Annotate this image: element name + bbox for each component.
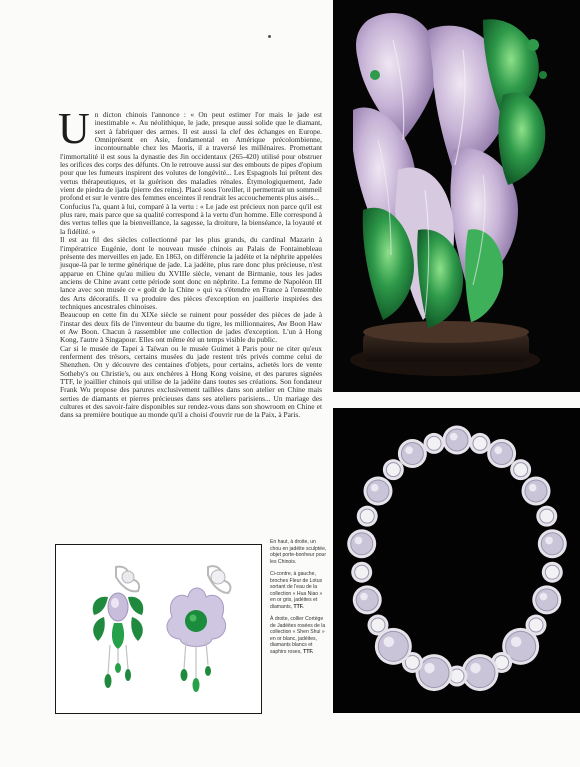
diamond-spacer <box>386 463 400 477</box>
caption-brooches: Ci-contre, à gauche, broches Fleur de Lotus sortant de l'eau de la collection « Hua Niao » en or gris, jadéites et diamants, TTF. <box>270 571 323 610</box>
article-paragraph: Car si le musée de Tapei à Taïwan ou le musée Guimet à Paris pour ne citer qu'eux renferment des trésors, certains musées du jade restent très privés comme celui de Shenzhen. On y découvre des centaines d'objets, pour certains, achetés lors de vente Sotheby's ou Christie's, ou aux enchères à Hong Kong voisine, et des parures signées TTF, le joaillier chinois qui utilise de la jadéite dans toutes ses créations. Son fondateur Frank Wu propose des parures exclusivement taillées dans son atelier en Chine mais serties de diamants et pierres précieuses dans ses ateliers parisiens... Un mariage des cultures et des savoir-faire disponibles sur rendez-vous dans son showroom en Chine et dans sa première boutique au monde qu'il a choisi d'ouvrir rue de la Paix, à Paris. <box>60 343 322 420</box>
jadeite-stone <box>491 443 513 465</box>
stone-highlight <box>405 446 413 454</box>
diamond-spacer <box>529 618 543 632</box>
jadeite-stone <box>536 589 558 611</box>
diamond-spacer <box>427 436 441 450</box>
diamond-spacer <box>360 509 374 523</box>
jadeite-stone <box>367 480 389 502</box>
jadeite-stone <box>356 589 378 611</box>
diamond-spacer <box>540 509 554 523</box>
jadeite-stone <box>401 443 423 465</box>
diamond-spacer <box>473 436 487 450</box>
decorative-dot <box>268 35 271 38</box>
jadeite-stone <box>541 533 563 555</box>
article-paragraph: Beaucoup en cette fin du XIXe siècle se ruinent pour posséder des pièces de jade à l'instar des deux fils de l'inventeur du baume du tigre, les millionnaires, Aw Boon Haw et Aw Boon. Chacun à rassembler une collection de jades d'exception. L'un à Hong Kong, l'autre à Singapour. Elles ont même été un temps visible du public. <box>60 310 322 345</box>
jadeite-stone <box>419 658 449 688</box>
jadeite-stone <box>525 480 547 502</box>
stone-highlight <box>424 663 435 674</box>
stone-highlight <box>360 593 368 601</box>
stone-highlight <box>371 484 379 492</box>
photo-caption <box>270 539 328 661</box>
jadeite-stone <box>465 658 495 688</box>
stone-highlight <box>529 484 537 492</box>
stone-highlight <box>450 433 458 441</box>
article-paragraph: Il est au fil des siècles collectionné par les plus grands, du cardinal Mazarin à l'impératrice Eugénie, dont le nouveau musée chinois au Palais de Fontainebleau présente des merveilles en jade. En 1863, on différencie la jadéite et la néphrite appelées jusque-là par le terme générique de jade. La jadéite, plus rare donc plus précieuse, n'est apparue en Chine qu'au milieu du XVIIIe siècle, venant de Birmanie, tous les jades anciens de Chine avant cette période sont donc en néphrite. La femme de Napoléon III lance avec son musée ce « goût de la Chine » qui va s'étendre en France à l'ensemble des Arts décoratifs. Il va produire des pièces d'exception en joaillerie inspirées des techniques ancestrales chinoises. <box>60 235 322 311</box>
jadeite-stone <box>378 631 408 661</box>
diamond-spacer <box>514 463 528 477</box>
drop-cap: U <box>58 104 90 153</box>
diamond-spacer <box>371 618 385 632</box>
diamond-spacer <box>545 565 559 579</box>
stone-highlight <box>494 446 502 454</box>
stone-highlight <box>355 537 363 545</box>
article-paragraph: Confucius l'a, quant à lui, comparé à la vertu : « Le jade est précieux non parce qu'il est plus rare, mais parce que sa qualité correspond à la vertu d'un homme. Elle correspond à des vertus telles que la bienveillance, la sagesse, la droiture, la bienséance, la loyauté et la fidélité. » <box>60 201 322 236</box>
stone-highlight <box>545 537 553 545</box>
jadeite-stone <box>446 429 468 451</box>
jade-necklace-photo <box>333 408 580 713</box>
diamond-spacer <box>355 565 369 579</box>
article-paragraph: n dicton chinois l'annonce : « On peut estimer l'or mais le jade est inestimable ». Au néolithique, le jade, presque aussi solide que le diamant, sert à fabriquer des armes. Il est aussi la clef des échanges en Europe. Omniprésent en Asie, fondamental en Amérique précolombienne, incontournable chez les Maoris, il a traversé les millénaires. Promettant l'immortalité il est sous la dynastie des Jin occidentaux (265-420) utilisé pour obstruer les orifices des corps des défunts. On le retrouve aussi sur des embouts de pipes d'opium pour que les fumeurs inspirent des volutes de longévité... Les Espagnols lui prêtent des vertus thérapeutiques, et la guérison des maladies rénales. Étymologiquement, Jade vient de piedra de ijada (pierre des reins). Placé sous l'oreiller, il permettrait un sommeil profond et sur le ventre des femmes enceintes il rendrait les accouchements plus aisés... <box>60 110 322 203</box>
jadeite-stone <box>351 533 373 555</box>
stone-highlight <box>384 637 395 648</box>
article-body <box>58 104 322 420</box>
caption-cabbage: En haut, à droite, un chou en jadéite sculptée, objet porte-bonheur pour les Chinois. <box>270 539 327 565</box>
stone-highlight <box>511 637 522 648</box>
stone-highlight <box>470 663 481 674</box>
caption-necklace: À droite, collier Cortège de Jadéites rosées de la collection « Shen Shui » en or blanc, jadéites, diamants blancs et saphirs roses, TTF. <box>270 616 326 655</box>
lotus-brooches-photo <box>55 544 262 714</box>
stone-highlight <box>540 593 548 601</box>
jade-cabbage-photo <box>333 0 580 392</box>
